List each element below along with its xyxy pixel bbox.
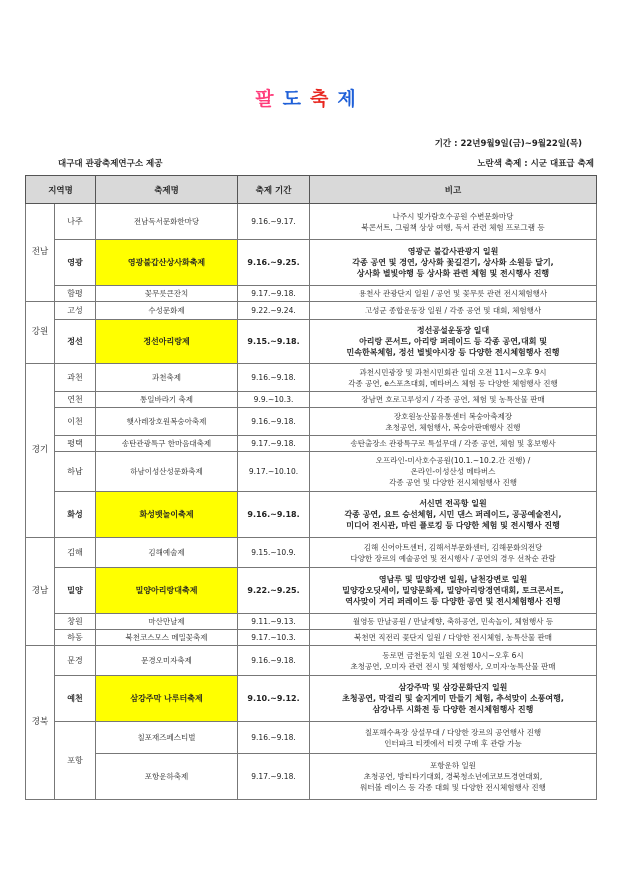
festival-period: 기간 : 22년9월9일(금)~9월22일(목) (434, 139, 582, 149)
city-cell: 이천 (55, 408, 96, 436)
city-cell: 밀양 (55, 568, 96, 614)
festival-note-cell: 동로면 금천둔치 일원 오전 10시~오후 6시 초청공연, 오미자 관련 전시 및 체험행사, 오미자·농특산물 판매 (310, 646, 597, 676)
festival-note-cell: 월영동 만날공원 / 만날제향, 축하공연, 민속놀이, 체험행사 등 (310, 614, 597, 630)
table-row (26, 240, 597, 286)
table-row (26, 392, 597, 408)
festival-date-cell: 9.16.~9.18. (238, 722, 310, 754)
festival-note-cell: 나주시 빛가람호수공원 수변문화마당 북콘서트, 그림책 상상 여행, 독서 관련 체험 프로그램 등 (310, 204, 597, 240)
city-cell: 나주 (55, 204, 96, 240)
festival-name-cell: 수성문화제 (96, 302, 238, 320)
header-festival-period: 축제 기간 (238, 176, 310, 204)
table-row (26, 676, 597, 722)
table-row (26, 492, 597, 538)
table-row (26, 568, 597, 614)
festival-note-cell: 칠포해수욕장 상설무대 / 다양한 장르의 공연행사 진행 인터파크 티켓에서 티켓 구매 후 관람 가능 (310, 722, 597, 754)
festival-name-cell: 영광불갑산상사화축제 (96, 240, 238, 286)
festival-name-cell: 꽃무릇큰잔치 (96, 286, 238, 302)
table-row (26, 646, 597, 676)
festival-name-cell: 마산만날제 (96, 614, 238, 630)
city-cell: 하동 (55, 630, 96, 646)
table-row (26, 630, 597, 646)
festival-date-cell: 9.9.~10.3. (238, 392, 310, 408)
city-cell: 고성 (55, 302, 96, 320)
festival-name-cell: 과천축제 (96, 364, 238, 392)
region-cell: 강원 (26, 302, 55, 364)
table-row (26, 408, 597, 436)
header-festival-name: 축제명 (96, 176, 238, 204)
header-region: 지역명 (26, 176, 96, 204)
festival-name-cell: 밀양아리랑대축제 (96, 568, 238, 614)
table-row (26, 286, 597, 302)
page-title (0, 84, 620, 111)
city-cell: 과천 (55, 364, 96, 392)
festival-date-cell: 9.16.~9.18. (238, 646, 310, 676)
title-char: 도 (282, 88, 310, 110)
region-cell: 전남 (26, 204, 55, 302)
festival-date-cell: 9.17.~10.10. (238, 452, 310, 492)
festival-note-cell: 장남면 호로고루성지 / 각종 공연, 체험 및 농특산물 판매 (310, 392, 597, 408)
festival-name-cell: 통일바라기 축제 (96, 392, 238, 408)
festival-name-cell: 김해예술제 (96, 538, 238, 568)
festival-note-cell: 송탄출장소 관광특구로 특설무대 / 각종 공연, 체험 및 홍보행사 (310, 436, 597, 452)
festival-date-cell: 9.17.~10.3. (238, 630, 310, 646)
city-cell: 문경 (55, 646, 96, 676)
city-cell: 연천 (55, 392, 96, 408)
festival-note-cell: 영남루 및 밀양강변 일원, 남천강변로 일원 밀양강오딧세이, 밀양문화제, 밀양아리랑경연대회, 토크콘서트, 역사맞이 거리 퍼레이드 등 다양한 공연 및 전시체험행사 진행 (310, 568, 597, 614)
festival-name-cell: 삼강주막 나루터축제 (96, 676, 238, 722)
festival-note-cell: 영광군 불갑사관광지 일원 각종 공연 및 경연, 상사화 꽃길걷기, 상사화 소원등 달기, 상사화 별빛야행 등 상사화 관련 체험 및 전시행사 진행 (310, 240, 597, 286)
festival-note-cell: 삼강주막 및 삼강문화단지 일원 초청공연, 막걸리 및 술지게미 만들기 체험, 추석맞이 소풍여행, 삼강나루 시화전 등 다양한 전시체험행사 진행 (310, 676, 597, 722)
festival-date-cell: 9.15.~10.9. (238, 538, 310, 568)
title-char: 축 (310, 88, 338, 110)
festival-table (25, 175, 597, 800)
festival-date-cell: 9.15.~9.18. (238, 320, 310, 364)
table-row (26, 754, 597, 800)
table-row (26, 614, 597, 630)
festival-name-cell: 포항운하축제 (96, 754, 238, 800)
festival-date-cell: 9.17.~9.18. (238, 436, 310, 452)
header-note: 비고 (310, 176, 597, 204)
festival-name-cell: 문경오미자축제 (96, 646, 238, 676)
festival-date-cell: 9.11.~9.13. (238, 614, 310, 630)
festival-name-cell: 북천코스모스 메밀꽃축제 (96, 630, 238, 646)
table-row (26, 204, 597, 240)
festival-date-cell: 9.16.~9.17. (238, 204, 310, 240)
region-cell: 경북 (26, 646, 55, 800)
festival-note-cell: 정선공설운동장 일대 아리랑 콘서트, 아리랑 퍼레이드 등 각종 공연,대회 및 민속한복체험, 정선 별빛야시장 등 다양한 전시체험행사 진행 (310, 320, 597, 364)
festival-note-cell: 오프라인-미사호수공원(10.1.~10.2.간 진행) / 온라인-이성산성 메타버스 각종 공연 및 다양한 전시체험행사 진행 (310, 452, 597, 492)
festival-date-cell: 9.22.~9.24. (238, 302, 310, 320)
festival-note-cell: 장호원농산물유통센터 복숭아축제장 초청공연, 체험행사, 복숭아판매행사 진행 (310, 408, 597, 436)
festival-name-cell: 화성뱃놀이축제 (96, 492, 238, 538)
table-row (26, 364, 597, 392)
festival-date-cell: 9.16.~9.25. (238, 240, 310, 286)
city-cell: 김해 (55, 538, 96, 568)
table-row (26, 452, 597, 492)
city-cell: 창원 (55, 614, 96, 630)
city-cell: 함평 (55, 286, 96, 302)
table-row (26, 436, 597, 452)
festival-date-cell: 9.10.~9.12. (238, 676, 310, 722)
festival-note-cell: 과천시민광장 및 과천시민회관 일대 오전 11시~오후 9시 각종 공연, e스포츠대회, 메타버스 체험 등 다양한 체험행사 진행 (310, 364, 597, 392)
festival-name-cell: 정선아리랑제 (96, 320, 238, 364)
title-char: 팔 (255, 88, 283, 110)
festival-note-cell: 고성군 종합운동장 일원 / 각종 공연 및 대회, 체험행사 (310, 302, 597, 320)
table-row (26, 320, 597, 364)
city-cell: 평택 (55, 436, 96, 452)
table-header-row (26, 176, 597, 204)
festival-date-cell: 9.16.~9.18. (238, 364, 310, 392)
city-cell: 화성 (55, 492, 96, 538)
region-cell: 경남 (26, 538, 55, 646)
provider-credit: 대구대 관광축제연구소 제공 (58, 159, 163, 169)
festival-name-cell: 칠포재즈페스티벌 (96, 722, 238, 754)
table-row (26, 538, 597, 568)
region-cell: 경기 (26, 364, 55, 538)
festival-note-cell: 서신면 전곡항 일원 각종 공연, 요트 승선체험, 시민 댄스 퍼레이드, 공공예술전시, 미디어 전시관, 마린 플로킹 등 다양한 체험 및 전시행사 진행 (310, 492, 597, 538)
festival-date-cell: 9.22.~9.25. (238, 568, 310, 614)
festival-name-cell: 전남독서문화한마당 (96, 204, 238, 240)
city-cell: 예천 (55, 676, 96, 722)
festival-note-cell: 용천사 관광단지 일원 / 공연 및 꽃무릇 관련 전시체험행사 (310, 286, 597, 302)
title-char: 제 (337, 88, 365, 110)
legend-note: 노란색 축제 : 시군 대표급 축제 (477, 159, 594, 169)
festival-name-cell: 하남이성산성문화축제 (96, 452, 238, 492)
festival-note-cell: 포항운하 일원 초청공연, 방티타기대회, 경북청소년에코보트경연대회, 워터볼 레이스 등 각종 대회 및 다양한 전시체험행사 진행 (310, 754, 597, 800)
city-cell: 하남 (55, 452, 96, 492)
city-cell: 영광 (55, 240, 96, 286)
table-row (26, 302, 597, 320)
city-cell: 정선 (55, 320, 96, 364)
festival-name-cell: 송탄관광특구 한마음대축제 (96, 436, 238, 452)
festival-name-cell: 햇사레장호원복숭아축제 (96, 408, 238, 436)
festival-note-cell: 북천면 직전리 꽃단지 일원 / 다양한 전시체험, 농특산물 판매 (310, 630, 597, 646)
festival-date-cell: 9.17.~9.18. (238, 286, 310, 302)
table-row (26, 722, 597, 754)
festival-date-cell: 9.16.~9.18. (238, 408, 310, 436)
city-cell: 포항 (55, 722, 96, 800)
festival-note-cell: 김해 신어아트센터, 김해서부문화센터, 김해문화의전당 다양한 장르의 예술공연 및 전시행사 / 공연의 경우 선착순 관람 (310, 538, 597, 568)
festival-date-cell: 9.17.~9.18. (238, 754, 310, 800)
festival-date-cell: 9.16.~9.18. (238, 492, 310, 538)
